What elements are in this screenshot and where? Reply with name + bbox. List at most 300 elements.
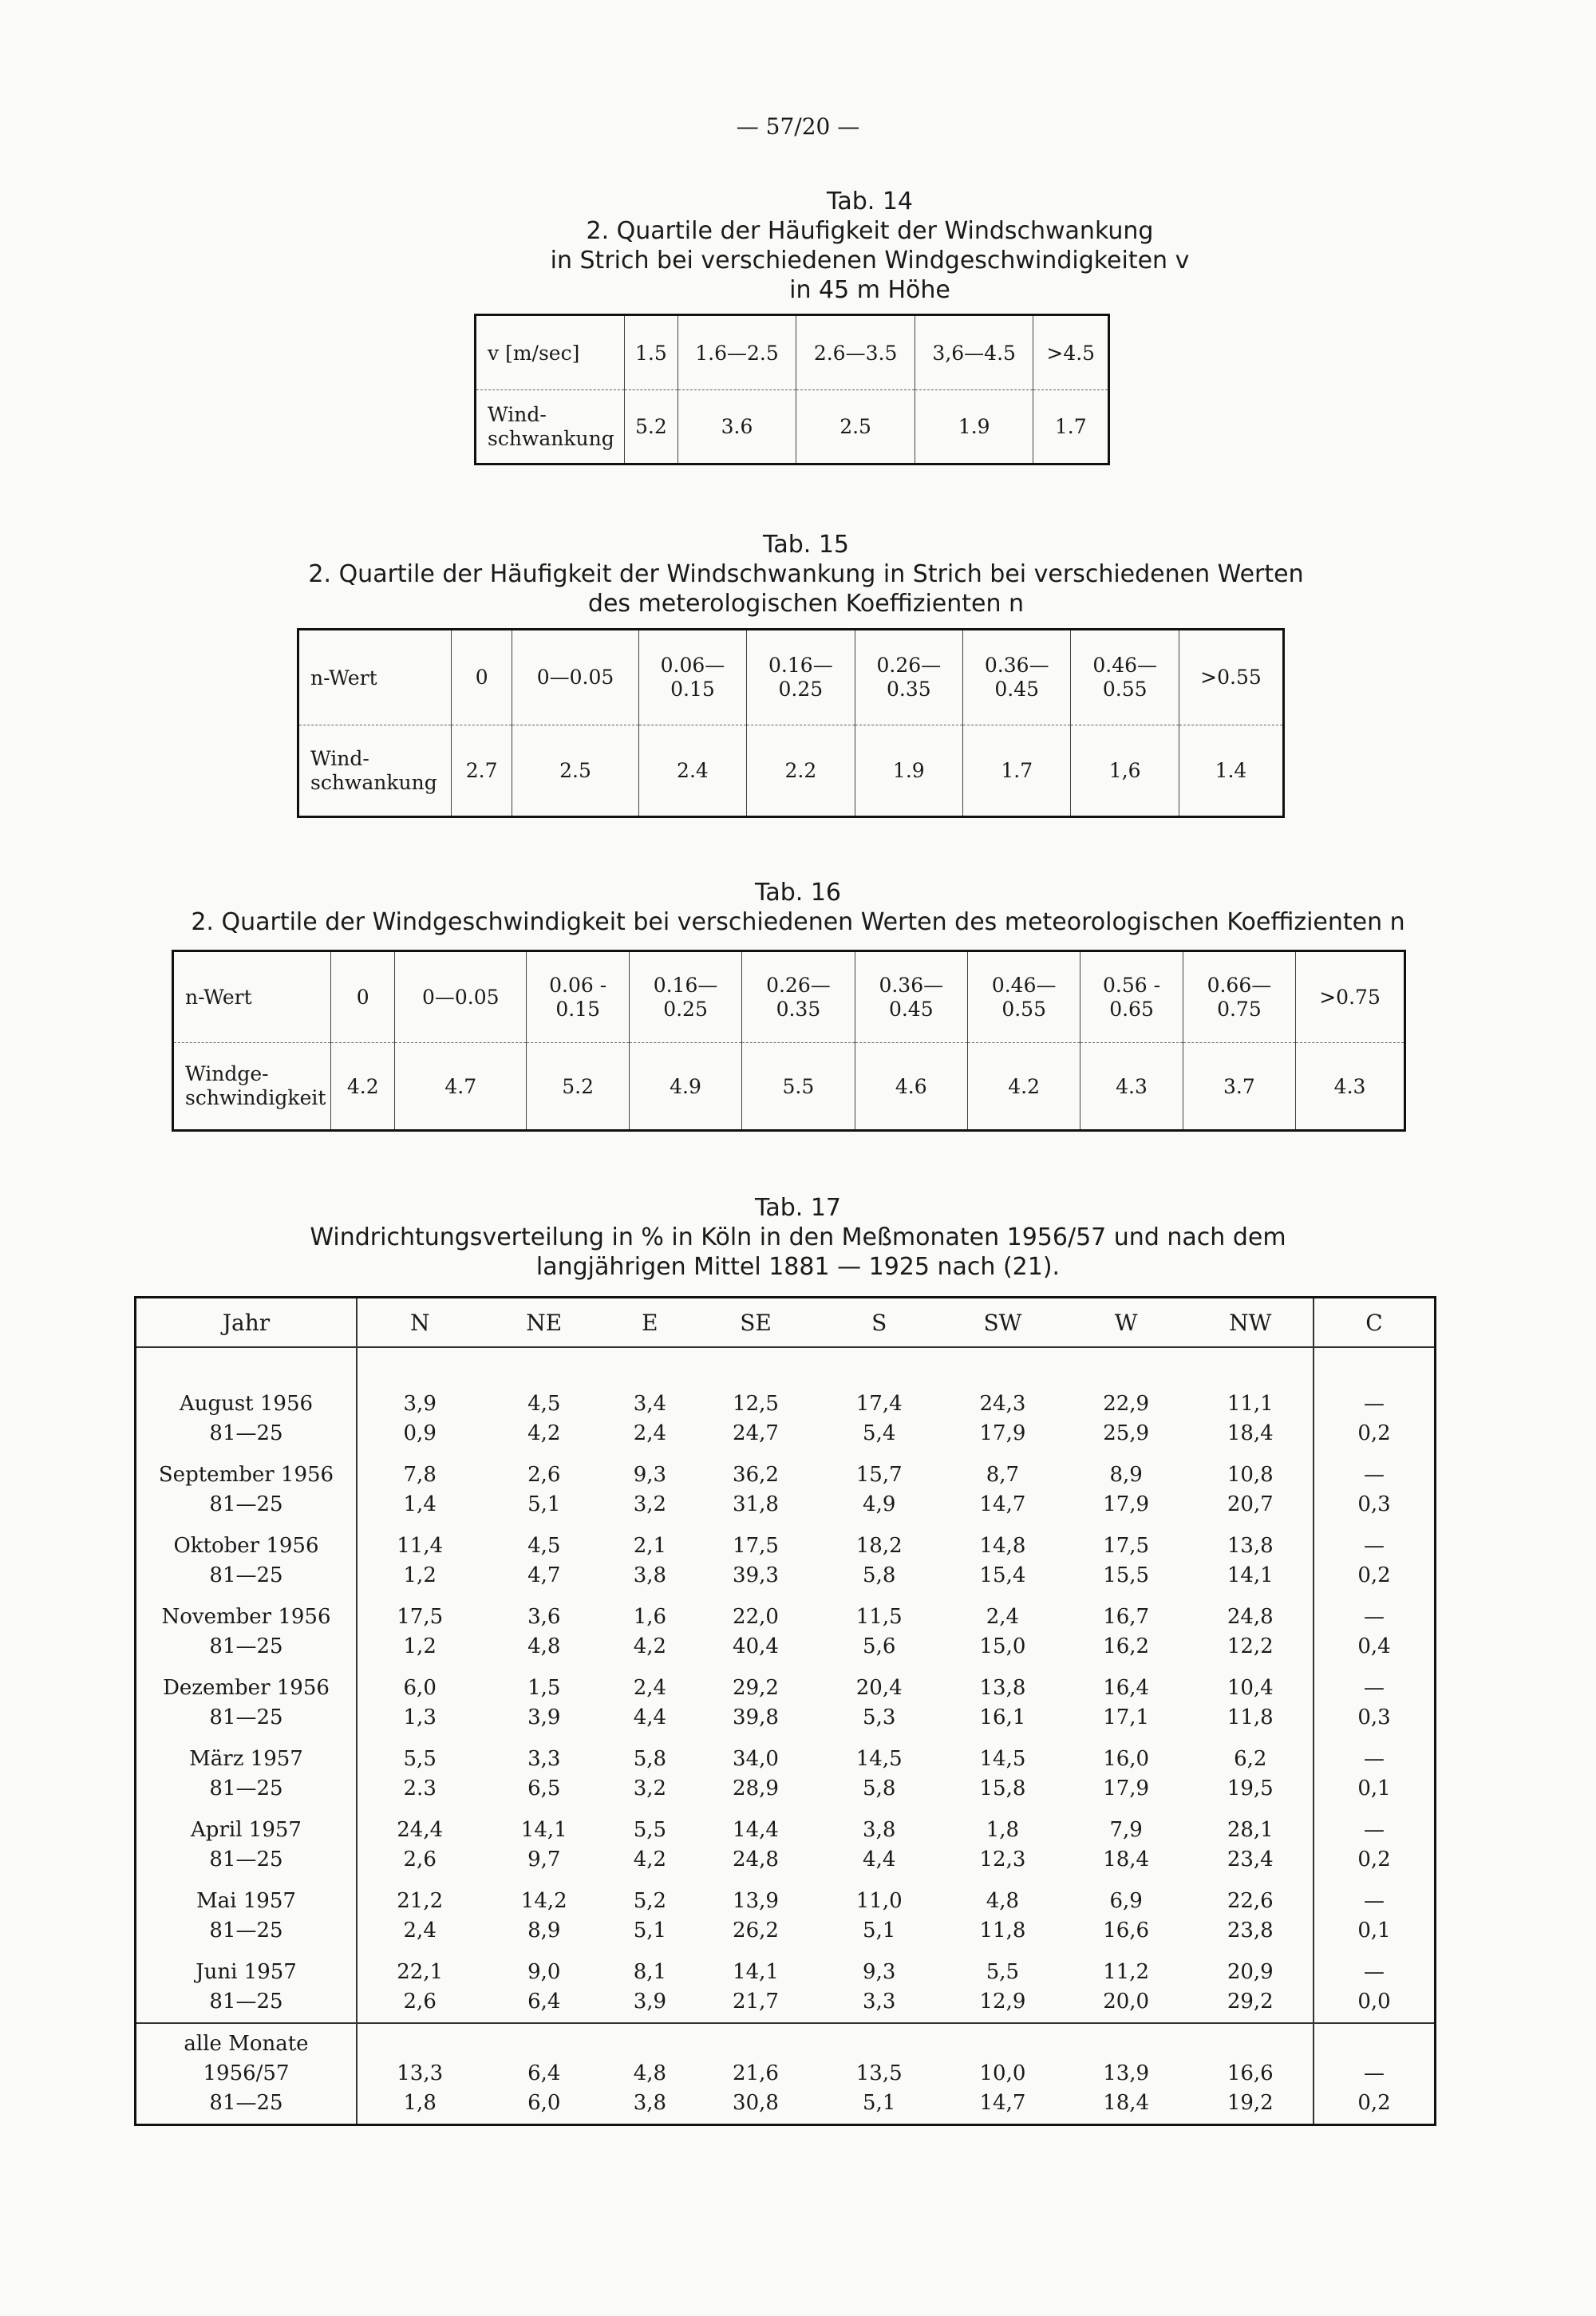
value: 1,8	[986, 1817, 1020, 1842]
row-label: 81—25	[209, 1989, 283, 2014]
value: 17,5	[733, 1533, 779, 1558]
row-label: Oktober 1956	[173, 1533, 319, 1558]
value: 17,1	[1103, 1705, 1150, 1729]
row-label: 1956/57	[203, 2061, 290, 2085]
table-cell	[357, 1809, 482, 1880]
table-cell	[1314, 1383, 1436, 1454]
table-row	[136, 1596, 1436, 1667]
table-cell: 4.3	[1080, 1043, 1183, 1131]
table-cell	[694, 1951, 818, 2023]
value: 14,5	[855, 1746, 903, 1771]
column-header: SW	[941, 1298, 1065, 1348]
value: 2,4	[986, 1604, 1020, 1629]
value: 5,1	[633, 1918, 667, 1943]
value: 14,1	[733, 1959, 779, 1984]
value: 0,3	[1357, 1705, 1391, 1729]
table-cell	[357, 1525, 482, 1596]
table-cell	[817, 1525, 941, 1596]
table-cell	[941, 1880, 1065, 1951]
spacer-cell	[1314, 1347, 1436, 1383]
table-cell	[1188, 1738, 1314, 1809]
table-cell	[606, 2023, 694, 2125]
value: 39,3	[733, 1563, 779, 1587]
table-cell	[941, 1454, 1065, 1525]
row-label: November 1956	[161, 1604, 331, 1629]
value: 1,3	[403, 1705, 437, 1729]
table-cell	[606, 1454, 694, 1525]
value: 14,7	[979, 1492, 1026, 1516]
value: 6,9	[1109, 1888, 1143, 1913]
table-cell	[357, 1738, 482, 1809]
value: 15,4	[979, 1563, 1026, 1587]
row-label: April 1957	[191, 1817, 302, 1842]
value: 22,1	[397, 1959, 444, 1984]
value: —	[1364, 1675, 1385, 1700]
value: 21,7	[733, 1989, 779, 2014]
value: 4,2	[633, 1634, 667, 1658]
value: 23,8	[1227, 1918, 1274, 1943]
table-cell	[1314, 1951, 1436, 2023]
table-cell: 0.46— 0.55	[967, 951, 1080, 1043]
table-cell	[694, 1454, 818, 1525]
year-cell	[136, 1951, 358, 2023]
table-cell: 0.06— 0.15	[638, 630, 746, 725]
column-header: N	[357, 1298, 482, 1348]
value: 15,0	[979, 1634, 1026, 1658]
value: 4,4	[633, 1705, 667, 1729]
value: 11,1	[1227, 1391, 1274, 1416]
value: 0,2	[1357, 2091, 1391, 2115]
value: 11,5	[855, 1604, 903, 1629]
table-cell: 5.2	[527, 1043, 629, 1131]
value: 14,1	[520, 1817, 567, 1842]
table-cell: 5.2	[625, 390, 678, 464]
value: 2,4	[403, 1918, 437, 1943]
table-cell: 1.7	[963, 725, 1071, 817]
blank-line	[1188, 2029, 1313, 2059]
value: 3,9	[633, 1989, 667, 2014]
tab14-caption	[399, 187, 1341, 305]
value: 20,9	[1227, 1959, 1274, 1984]
tab14-caption-line: in Strich bei verschiedenen Windgeschwindigkeiten v	[550, 247, 1190, 275]
tab15-caption-line: des meterologischen Koeffizienten n	[587, 590, 1025, 618]
table-cell	[817, 1809, 941, 1880]
value: 9,7	[527, 1847, 561, 1871]
value: 25,9	[1103, 1421, 1150, 1445]
table-cell	[1314, 1596, 1436, 1667]
table-cell: 2.5	[796, 390, 915, 464]
year-cell	[136, 1667, 358, 1738]
value: 5,8	[863, 1563, 896, 1587]
table-row	[298, 630, 1284, 725]
year-cell	[136, 1738, 358, 1809]
row-label: 81—25	[209, 1563, 283, 1587]
table-cell	[941, 1809, 1065, 1880]
value: 3,8	[863, 1817, 896, 1842]
value: 15,5	[1103, 1563, 1150, 1587]
table-cell	[817, 1596, 941, 1667]
value: 13,3	[397, 2061, 444, 2085]
column-header: SE	[694, 1298, 818, 1348]
table-cell	[1065, 1667, 1188, 1738]
table-cell	[1188, 1951, 1314, 2023]
tab16-caption	[160, 878, 1436, 937]
value: 18,4	[1103, 1847, 1150, 1871]
table-cell	[1188, 1809, 1314, 1880]
table-cell	[817, 2023, 941, 2125]
table-cell	[1065, 1525, 1188, 1596]
table-cell: 2.6—3.5	[796, 315, 915, 390]
row-label: Dezember 1956	[163, 1675, 330, 1700]
table-cell: 5.5	[742, 1043, 855, 1131]
value: 34,0	[733, 1746, 779, 1771]
table-cell: 3,6—4.5	[915, 315, 1033, 390]
table-row	[476, 315, 1109, 390]
value: 2.3	[403, 1776, 437, 1800]
tab17-caption	[239, 1193, 1357, 1282]
value: 24,3	[979, 1391, 1026, 1416]
table-cell	[941, 1525, 1065, 1596]
table-cell	[1188, 1454, 1314, 1525]
value: 4,5	[527, 1391, 561, 1416]
value: 4,5	[527, 1533, 561, 1558]
value: 4,2	[633, 1847, 667, 1871]
value: 4,8	[527, 1634, 561, 1658]
column-header: NE	[482, 1298, 606, 1348]
row-label: Juni 1957	[196, 1959, 297, 1984]
table-cell: 4.6	[855, 1043, 967, 1131]
row-label: März 1957	[189, 1746, 303, 1771]
value: 17,9	[1103, 1776, 1150, 1800]
table-cell: 1.9	[915, 390, 1033, 464]
table-cell	[1065, 2023, 1188, 2125]
table-cell: 4.2	[967, 1043, 1080, 1131]
value: 19,2	[1227, 2091, 1274, 2115]
blank-line	[1314, 2029, 1434, 2059]
table-cell	[606, 1383, 694, 1454]
value: 12,9	[979, 1989, 1026, 2014]
value: —	[1364, 1462, 1385, 1487]
value: —	[1364, 1888, 1385, 1913]
value: 14,4	[733, 1817, 779, 1842]
value: 5,5	[403, 1746, 437, 1771]
row-label: n-Wert	[298, 630, 452, 725]
table-cell	[694, 2023, 818, 2125]
value: 13,9	[733, 1888, 779, 1913]
value: 14,2	[520, 1888, 567, 1913]
table-row	[136, 1880, 1436, 1951]
value: —	[1364, 1746, 1385, 1771]
value: 0,2	[1357, 1563, 1391, 1587]
page-number: — 57/20 —	[736, 113, 860, 140]
value: 4,2	[527, 1421, 561, 1445]
value: 8,9	[1109, 1462, 1143, 1487]
table-cell: 1.4	[1179, 725, 1283, 817]
table-cell	[482, 2023, 606, 2125]
value: 17,9	[979, 1421, 1026, 1445]
table-cell	[1065, 1383, 1188, 1454]
value: 1,2	[403, 1634, 437, 1658]
table-cell	[941, 1596, 1065, 1667]
column-header: Jahr	[136, 1298, 358, 1348]
value: 7,8	[403, 1462, 437, 1487]
value: 2,6	[403, 1847, 437, 1871]
value: 0,0	[1357, 1989, 1391, 2014]
value: 14,1	[1227, 1563, 1274, 1587]
value: 0,4	[1357, 1634, 1391, 1658]
value: 16,7	[1103, 1604, 1150, 1629]
row-label: 81—25	[209, 1776, 283, 1800]
value: 20,4	[855, 1675, 903, 1700]
value: 3,3	[863, 1989, 896, 2014]
value: 0,2	[1357, 1847, 1391, 1871]
value: 22,0	[733, 1604, 779, 1629]
tab16-table	[172, 950, 1406, 1132]
table-row	[173, 951, 1405, 1043]
table-cell	[1314, 1738, 1436, 1809]
value: 3,3	[527, 1746, 561, 1771]
table-cell: 0	[331, 951, 395, 1043]
table-cell	[694, 1809, 818, 1880]
value: 6,0	[527, 2091, 561, 2115]
table-cell: 4.9	[629, 1043, 741, 1131]
row-label: 81—25	[209, 2091, 283, 2115]
value: 12,3	[979, 1847, 1026, 1871]
table-row	[476, 390, 1109, 464]
table-row	[298, 725, 1284, 817]
table-cell	[1065, 1951, 1188, 2023]
table-cell: >0.55	[1179, 630, 1283, 725]
column-header: NW	[1188, 1298, 1314, 1348]
value: 21,6	[733, 2061, 779, 2085]
table-cell	[1314, 1454, 1436, 1525]
value: 5,8	[633, 1746, 667, 1771]
table-cell: 4.2	[331, 1043, 395, 1131]
tab17-table	[134, 1296, 1436, 2126]
value: 0,1	[1357, 1918, 1391, 1943]
value: 3,9	[527, 1705, 561, 1729]
table-cell: 0	[452, 630, 512, 725]
table-cell	[694, 1880, 818, 1951]
blank-line	[1065, 2029, 1188, 2059]
value: 0,1	[1357, 1776, 1391, 1800]
value: 13,8	[1227, 1533, 1274, 1558]
table-row	[136, 1454, 1436, 1525]
table-cell: 0.46— 0.55	[1071, 630, 1179, 725]
value: 39,8	[733, 1705, 779, 1729]
table-cell: 1.9	[855, 725, 962, 817]
table-cell	[817, 1454, 941, 1525]
table-cell	[817, 1383, 941, 1454]
value: 16,6	[1103, 1918, 1150, 1943]
tab15-caption-line: 2. Quartile der Häufigkeit der Windschwankung in Strich bei verschiedenen Werten	[308, 560, 1304, 588]
tab14-table	[474, 314, 1110, 465]
tab17-caption-line: Windrichtungsverteilung in % in Köln in den Meßmonaten 1956/57 und nach dem	[310, 1223, 1286, 1251]
value: —	[1364, 2061, 1385, 2085]
year-cell	[136, 2023, 358, 2125]
table-cell	[694, 1525, 818, 1596]
table-cell: 1.7	[1033, 390, 1109, 464]
column-header: S	[817, 1298, 941, 1348]
table-cell: 2.5	[512, 725, 638, 817]
tab14-label: Tab. 14	[826, 188, 914, 215]
value: 11,4	[397, 1533, 444, 1558]
value: 28,9	[733, 1776, 779, 1800]
table-cell	[606, 1880, 694, 1951]
value: 9,3	[633, 1462, 667, 1487]
blank-line	[817, 2029, 941, 2059]
table-cell	[606, 1809, 694, 1880]
value: 28,1	[1227, 1817, 1274, 1842]
value: 29,2	[1227, 1989, 1274, 2014]
row-label: 81—25	[209, 1847, 283, 1871]
table-cell	[1065, 1454, 1188, 1525]
row-label: Wind- schwankung	[310, 746, 437, 794]
value: 8,7	[986, 1462, 1020, 1487]
value: 5,1	[863, 1918, 896, 1943]
value: 0,2	[1357, 1421, 1391, 1445]
blank-line	[941, 2029, 1065, 2059]
spacer-cell	[357, 1347, 1314, 1383]
row-label: Mai 1957	[196, 1888, 296, 1913]
table-row	[136, 1667, 1436, 1738]
column-header: E	[606, 1298, 694, 1348]
table-cell	[941, 2023, 1065, 2125]
table-cell: 0.56 - 0.65	[1080, 951, 1183, 1043]
header-row	[136, 1298, 1436, 1348]
tab14-caption-line: in 45 m Höhe	[789, 276, 950, 304]
table-cell	[482, 1454, 606, 1525]
value: 15,7	[855, 1462, 903, 1487]
table-cell: 0.36— 0.45	[855, 951, 967, 1043]
table-cell: 3.7	[1183, 1043, 1295, 1131]
value: 0,3	[1357, 1492, 1391, 1516]
value: 5,1	[863, 2091, 896, 2115]
value: 18,2	[855, 1533, 903, 1558]
value: 22,9	[1103, 1391, 1150, 1416]
value: 5,5	[633, 1817, 667, 1842]
table-cell	[357, 1596, 482, 1667]
table-row	[136, 1809, 1436, 1880]
tab15-table	[297, 628, 1285, 818]
value: 14,8	[979, 1533, 1026, 1558]
table-cell	[1065, 1596, 1188, 1667]
value: 12,5	[733, 1391, 779, 1416]
value: 2,1	[633, 1533, 667, 1558]
table-cell	[694, 1738, 818, 1809]
row-label: 81—25	[209, 1634, 283, 1658]
value: 16,0	[1103, 1746, 1150, 1771]
table-cell	[941, 1951, 1065, 2023]
value: 19,5	[1227, 1776, 1274, 1800]
value: 13,9	[1103, 2061, 1150, 2085]
row-label: 81—25	[209, 1705, 283, 1729]
table-cell	[357, 1951, 482, 2023]
value: 3,8	[633, 2091, 667, 2115]
table-cell	[357, 1880, 482, 1951]
table-cell	[1188, 2023, 1314, 2125]
value: 11,8	[979, 1918, 1026, 1943]
value: 15,8	[979, 1776, 1026, 1800]
table-cell	[1188, 1667, 1314, 1738]
year-cell	[136, 1596, 358, 1667]
table-cell: 3.6	[678, 390, 796, 464]
value: 17,5	[1103, 1533, 1150, 1558]
table-cell	[941, 1383, 1065, 1454]
table-cell	[482, 1596, 606, 1667]
table-cell	[817, 1880, 941, 1951]
value: 4,4	[863, 1847, 896, 1871]
value: 4,7	[527, 1563, 561, 1587]
table-cell	[1065, 1880, 1188, 1951]
table-cell	[357, 1383, 482, 1454]
value: 11,8	[1227, 1705, 1274, 1729]
value: 6,2	[1234, 1746, 1267, 1771]
value: 5,8	[863, 1776, 896, 1800]
table-cell	[357, 1667, 482, 1738]
row-label: 81—25	[209, 1492, 283, 1516]
table-cell	[606, 1738, 694, 1809]
value: 4,9	[863, 1492, 896, 1516]
value: 2,4	[633, 1675, 667, 1700]
value: 10,8	[1227, 1462, 1274, 1487]
value: 2,6	[403, 1989, 437, 2014]
column-header: W	[1065, 1298, 1188, 1348]
table-row	[136, 1738, 1436, 1809]
table-cell	[1065, 1738, 1188, 1809]
table-cell	[1065, 1809, 1188, 1880]
value: 14,7	[979, 2091, 1026, 2115]
value: 5,1	[527, 1492, 561, 1516]
value: 10,0	[979, 2061, 1026, 2085]
value: 1,8	[403, 2091, 437, 2115]
value: 11,0	[855, 1888, 903, 1913]
table-cell: 1,6	[1071, 725, 1179, 817]
value: 3,4	[633, 1391, 667, 1416]
row-label: 81—25	[209, 1421, 283, 1445]
table-cell	[694, 1383, 818, 1454]
value: 11,2	[1103, 1959, 1150, 1984]
value: 5,5	[986, 1959, 1020, 1984]
value: 7,9	[1109, 1817, 1143, 1842]
value: 20,0	[1103, 1989, 1150, 2014]
blank-line	[606, 2029, 694, 2059]
value: 3,9	[403, 1391, 437, 1416]
table-cell	[817, 1738, 941, 1809]
table-cell	[1314, 2023, 1436, 2125]
value: 24,4	[397, 1817, 444, 1842]
value: 8,1	[633, 1959, 667, 1984]
row-label: Wind- schwankung	[488, 402, 614, 450]
value: 3,2	[633, 1492, 667, 1516]
value: 18,4	[1103, 2091, 1150, 2115]
value: 14,5	[979, 1746, 1026, 1771]
value: —	[1364, 1817, 1385, 1842]
tab16-caption-line: 2. Quartile der Windgeschwindigkeit bei verschiedenen Werten des meteorologischen Koeffizienten n	[191, 908, 1405, 936]
value: 4,8	[986, 1888, 1020, 1913]
blank-line	[694, 2029, 818, 2059]
value: 16,4	[1103, 1675, 1150, 1700]
table-cell	[482, 1951, 606, 2023]
value: —	[1364, 1959, 1385, 1984]
value: 8,9	[527, 1918, 561, 1943]
value: 40,4	[733, 1634, 779, 1658]
value: 24,8	[1227, 1604, 1274, 1629]
table-row	[136, 1951, 1436, 2023]
table-cell	[357, 1454, 482, 1525]
year-cell	[136, 1454, 358, 1525]
table-cell: 4.7	[395, 1043, 527, 1131]
